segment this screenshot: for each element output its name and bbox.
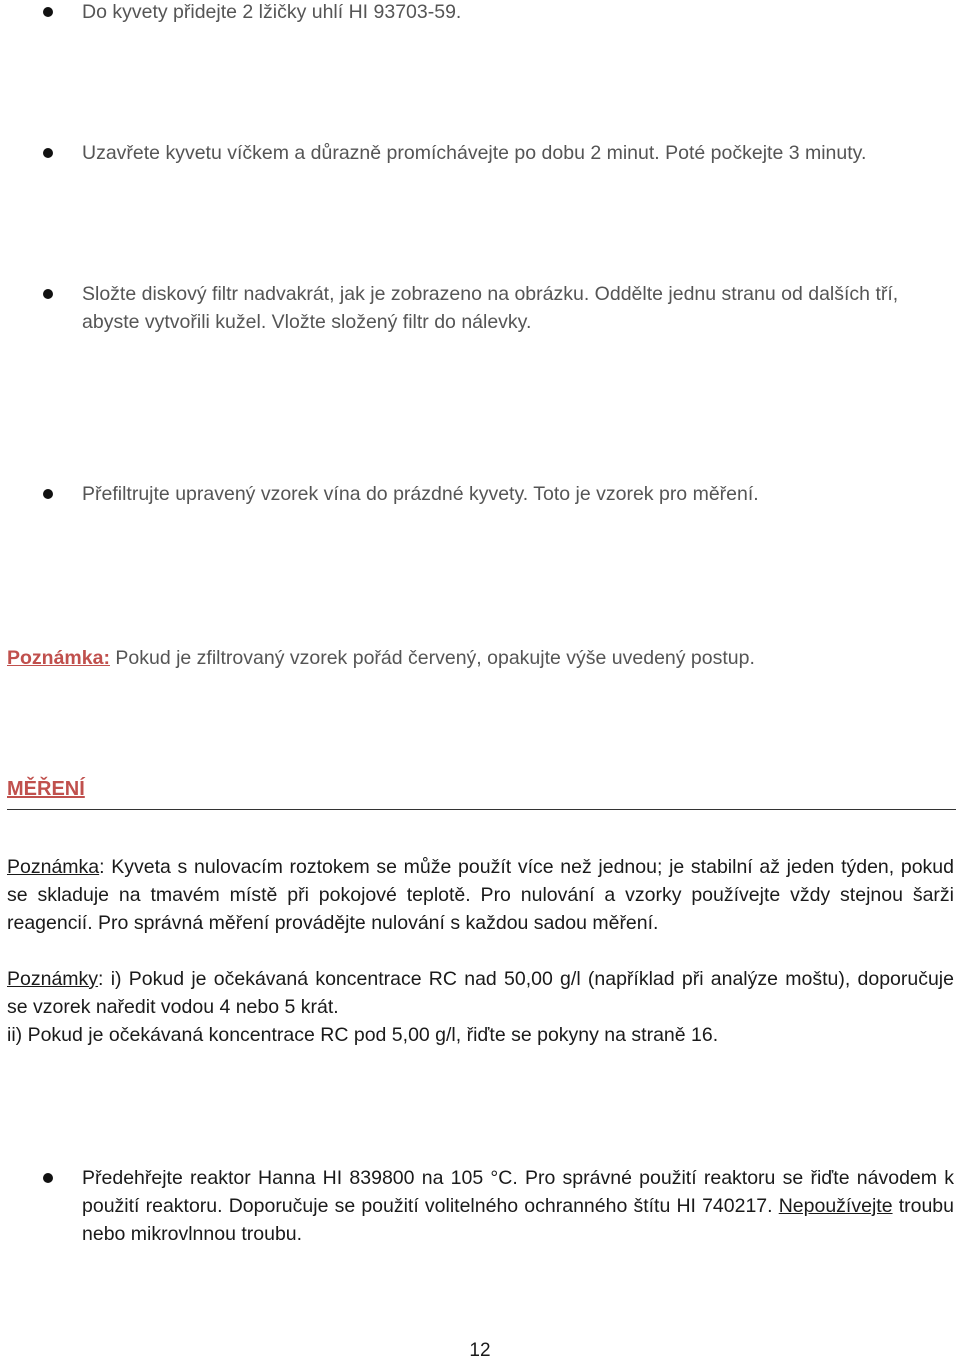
- note-label: Poznámky: [7, 968, 99, 990]
- bullet-icon: [43, 1173, 53, 1183]
- bullet-icon: [43, 7, 53, 17]
- note-label: Poznámka: [7, 856, 100, 878]
- step-1-text: Do kyvety přidejte 2 lžičky uhlí HI 93703-59.: [82, 1, 462, 23]
- note-text-2: ii) Pokud je očekávaná koncentrace RC pod 5,00 g/l, řiďte se pokyny na straně 16.: [7, 1024, 719, 1046]
- bullet-icon: [43, 489, 53, 499]
- note-text-1: : i) Pokud je očekávaná koncentrace RC nad 50,00 g/l (například při analýze moštu), doporučuje se vzorek naředit vodou 4 nebo 5 krát.: [7, 968, 954, 1018]
- note-text: Pokud je zfiltrovaný vzorek pořád červený, opakujte výše uvedený postup.: [109, 647, 755, 669]
- bullet-icon: [43, 148, 53, 158]
- note-concentration: [7, 965, 954, 1049]
- note-label: Poznámka:: [7, 647, 110, 669]
- page-number: 12: [469, 1340, 491, 1361]
- step-5-tail: troubu nebo mikrovlnnou troubu.: [82, 1195, 954, 1245]
- step-2-text: Uzavřete kyvetu víčkem a důrazně promíchávejte po dobu 2 minut. Poté počkejte 3 minuty.: [82, 142, 867, 164]
- step-4-text: Přefiltrujte upravený vzorek vína do prázdné kyvety. Toto je vzorek pro měření.: [82, 483, 759, 505]
- note-zero-cuvette: [7, 853, 954, 937]
- step-3-text: Složte diskový filtr nadvakrát, jak je zobrazeno na obrázku. Oddělte jednu stranu od dalších tří, abyste vytvořili kužel. Vložte složený filtr do nálevky.: [82, 283, 899, 333]
- note-filter-repeat: [7, 644, 954, 672]
- note-text: : Kyveta s nulovacím roztokem se může použít více než jednou; je stabilní až jeden týden, pokud se skladuje na tmavém místě při pokojové teplotě. Pro nulování a vzorky používejte vždy stejnou šarži reagencií. Pro správná měření provádějte nulování s každou sadou měření.: [7, 856, 954, 934]
- bullet-icon: [43, 289, 53, 299]
- step-5-main: Předehřejte reaktor Hanna HI 839800 na 105 °C. Pro správné použití reaktoru se řiďte návodem k použití reaktoru. Doporučuje se použití volitelného ochranného štítu HI 740217.: [82, 1167, 954, 1217]
- step-5-text: [82, 1164, 954, 1248]
- step-5-underlined: Nepoužívejte: [778, 1195, 893, 1217]
- section-heading: MĚŘENÍ: [7, 778, 85, 800]
- heading-rule: [7, 809, 956, 810]
